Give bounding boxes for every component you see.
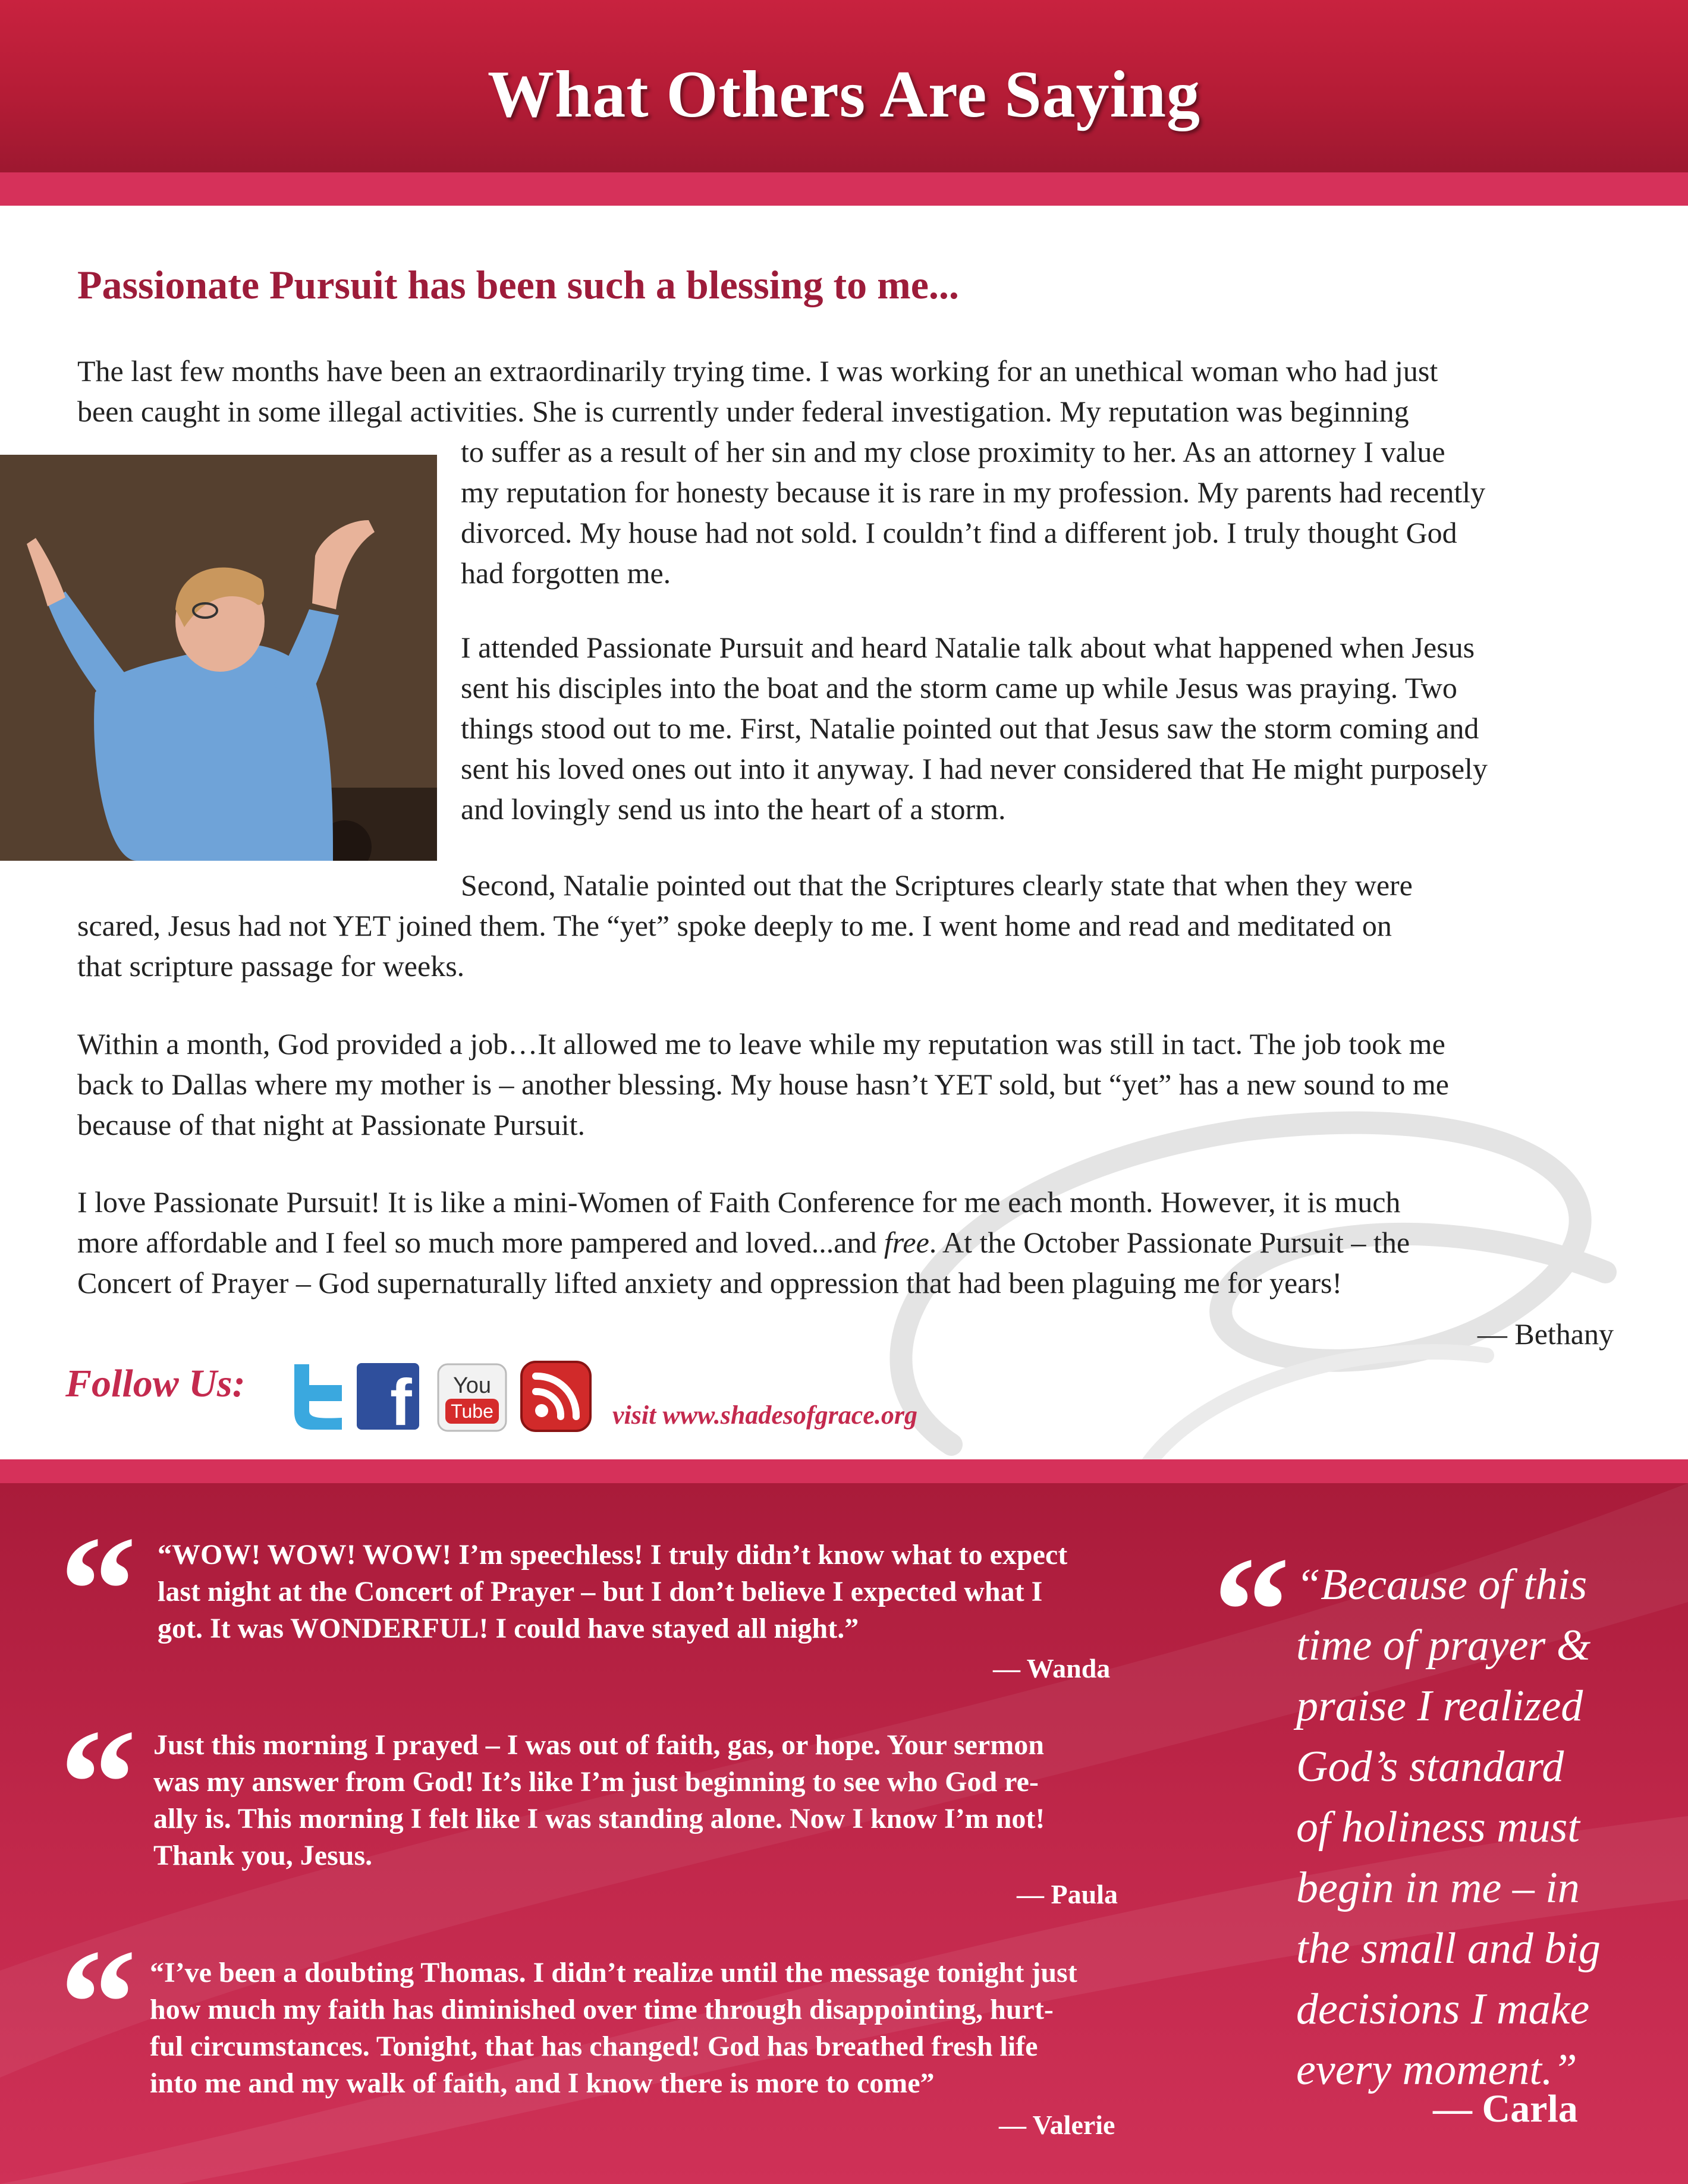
text-line <box>77 1222 1623 1263</box>
text-span: more affordable and I feel so much more pampered and loved...and <box>77 1226 884 1259</box>
testimonial-paragraph-intro <box>77 351 1623 432</box>
quote-mark-icon: “ <box>59 1918 137 2089</box>
quote-mark-icon: “ <box>59 1505 137 1676</box>
text-line: divorced. My house had not sold. I couldn’t find a different job. I truly thought God <box>461 516 1457 549</box>
quote-line: was my answer from God! It’s like I’m just beginning to see who God re- <box>153 1766 1039 1798</box>
youtube-you-text: You <box>452 1373 492 1398</box>
text-line: I love Passionate Pursuit! It is like a mini-Women of Faith Conference for me each month. However, it is much <box>77 1185 1401 1219</box>
testimonial-paragraph-2 <box>461 627 1626 829</box>
feature-quote-author: — Carla <box>1433 2087 1578 2130</box>
quote-valerie-text <box>150 1955 1173 2102</box>
text-line: and lovingly send us into the heart of a storm. <box>461 792 1006 826</box>
quote-line: “I’ve been a doubting Thomas. I didn’t realize until the message tonight just <box>150 1957 1077 1988</box>
bottom-stripe <box>0 1459 1688 1483</box>
youtube-tube-text: Tube <box>451 1401 493 1422</box>
quote-line: ally is. This morning I felt like I was standing alone. Now I know I’m not! <box>153 1803 1045 1834</box>
testimonial-signature: — Bethany <box>1477 1317 1614 1351</box>
youtube-icon[interactable] <box>437 1358 507 1433</box>
quote-line: into me and my walk of faith, and I know there is more to come” <box>150 2067 935 2099</box>
text-line: because of that night at Passionate Pursuit. <box>77 1108 586 1141</box>
text-line: things stood out to me. First, Natalie pointed out that Jesus saw the storm coming and <box>461 712 1479 745</box>
feature-quote-line: begin in me – in <box>1296 1864 1580 1912</box>
quote-wanda-author: — Wanda <box>993 1653 1111 1683</box>
text-line: Within a month, God provided a job…It allowed me to leave while my reputation was still in tact. The job took me <box>77 1027 1445 1060</box>
photo-illustration <box>0 455 437 861</box>
quote-mark-icon: “ <box>1213 1525 1290 1697</box>
feature-quote-line: praise I realized <box>1296 1682 1583 1730</box>
feature-quote-line: of holiness must <box>1296 1803 1580 1852</box>
follow-us-label: Follow Us: <box>65 1362 246 1405</box>
text-line: scared, Jesus had not YET joined them. The “yet” spoke deeply to me. I went home and read and meditated on <box>77 909 1392 942</box>
quote-line: got. It was WONDERFUL! I could have stayed all night.” <box>158 1613 859 1644</box>
text-line: sent his disciples into the boat and the storm came up while Jesus was praying. Two <box>461 671 1457 704</box>
quote-paula-author: — Paula <box>1017 1879 1118 1909</box>
text-span: . At the October Passionate Pursuit – the <box>929 1226 1410 1259</box>
text-line: that scripture passage for weeks. <box>77 949 465 983</box>
feature-quote-line: the small and big <box>1296 1924 1601 1973</box>
text-line: The last few months have been an extraordinarily trying time. I was working for an unethical woman who had just <box>77 354 1438 388</box>
feature-quote-text <box>1296 1554 1665 2100</box>
website-link[interactable]: visit www.shadesofgrace.org <box>612 1401 917 1430</box>
testimonial-paragraph-3-first-line: Second, Natalie pointed out that the Scriptures clearly state that when they were <box>461 868 1413 902</box>
facebook-letter: f <box>390 1366 412 1433</box>
rss-icon[interactable] <box>520 1358 592 1433</box>
emphasis-free: free <box>884 1226 929 1259</box>
text-line: Concert of Prayer – God supernaturally lifted anxiety and oppression that had been plaguing me for years! <box>77 1266 1343 1299</box>
quote-line: Just this morning I prayed – I was out of faith, gas, or hope. Your sermon <box>153 1729 1044 1761</box>
page-title: What Others Are Saying <box>487 58 1201 131</box>
quote-line: ful circumstances. Tonight, that has changed! God has breathed fresh life <box>150 2031 1038 2062</box>
facebook-icon[interactable] <box>357 1358 419 1433</box>
text-line: been caught in some illegal activities. She is currently under federal investigation. My reputation was beginning <box>77 395 1409 428</box>
feature-quote-line: decisions I make <box>1296 1985 1590 2034</box>
quote-mark-icon: “ <box>59 1698 137 1869</box>
header-stripe <box>0 172 1688 206</box>
testimonial-heading: Passionate Pursuit has been such a blessing to me... <box>77 262 959 307</box>
text-line: my reputation for honesty because it is rare in my profession. My parents had recently <box>461 476 1486 509</box>
text-line: I attended Passionate Pursuit and heard Natalie talk about what happened when Jesus <box>461 631 1475 664</box>
quote-paula-text <box>153 1727 1164 1874</box>
quote-line: Thank you, Jesus. <box>153 1840 373 1871</box>
feature-quote-line: every moment.” <box>1296 2045 1577 2094</box>
feature-quote-line: time of prayer & <box>1296 1621 1591 1670</box>
testimonial-paragraph-5 <box>77 1182 1623 1303</box>
testimonial-paragraph-4 <box>77 1024 1623 1145</box>
feature-quote-line: “Because of this <box>1296 1560 1588 1609</box>
woman-worship-photo <box>0 455 437 861</box>
text-line: had forgotten me. <box>461 556 671 590</box>
quote-valerie-author: — Valerie <box>999 2110 1115 2140</box>
quote-wanda-text <box>158 1537 1168 1647</box>
testimonial-paragraph-1-continued <box>461 432 1626 593</box>
text-line: back to Dallas where my mother is – another blessing. My house hasn’t YET sold, but “yet” has a new sound to me <box>77 1068 1449 1101</box>
quote-line: how much my faith has diminished over time through disappointing, hurt- <box>150 1994 1054 2025</box>
quote-line: “WOW! WOW! WOW! I’m speechless! I truly didn’t know what to expect <box>158 1539 1068 1571</box>
feature-quote-line: God’s standard <box>1296 1742 1564 1791</box>
text-line: sent his loved ones out into it anyway. I had never considered that He might purposely <box>461 752 1488 785</box>
text-line: to suffer as a result of her sin and my close proximity to her. As an attorney I value <box>461 435 1445 468</box>
quote-line: last night at the Concert of Prayer – but I don’t believe I expected what I <box>158 1576 1043 1607</box>
twitter-icon[interactable] <box>285 1358 351 1433</box>
testimonial-paragraph-3 <box>77 905 1623 986</box>
